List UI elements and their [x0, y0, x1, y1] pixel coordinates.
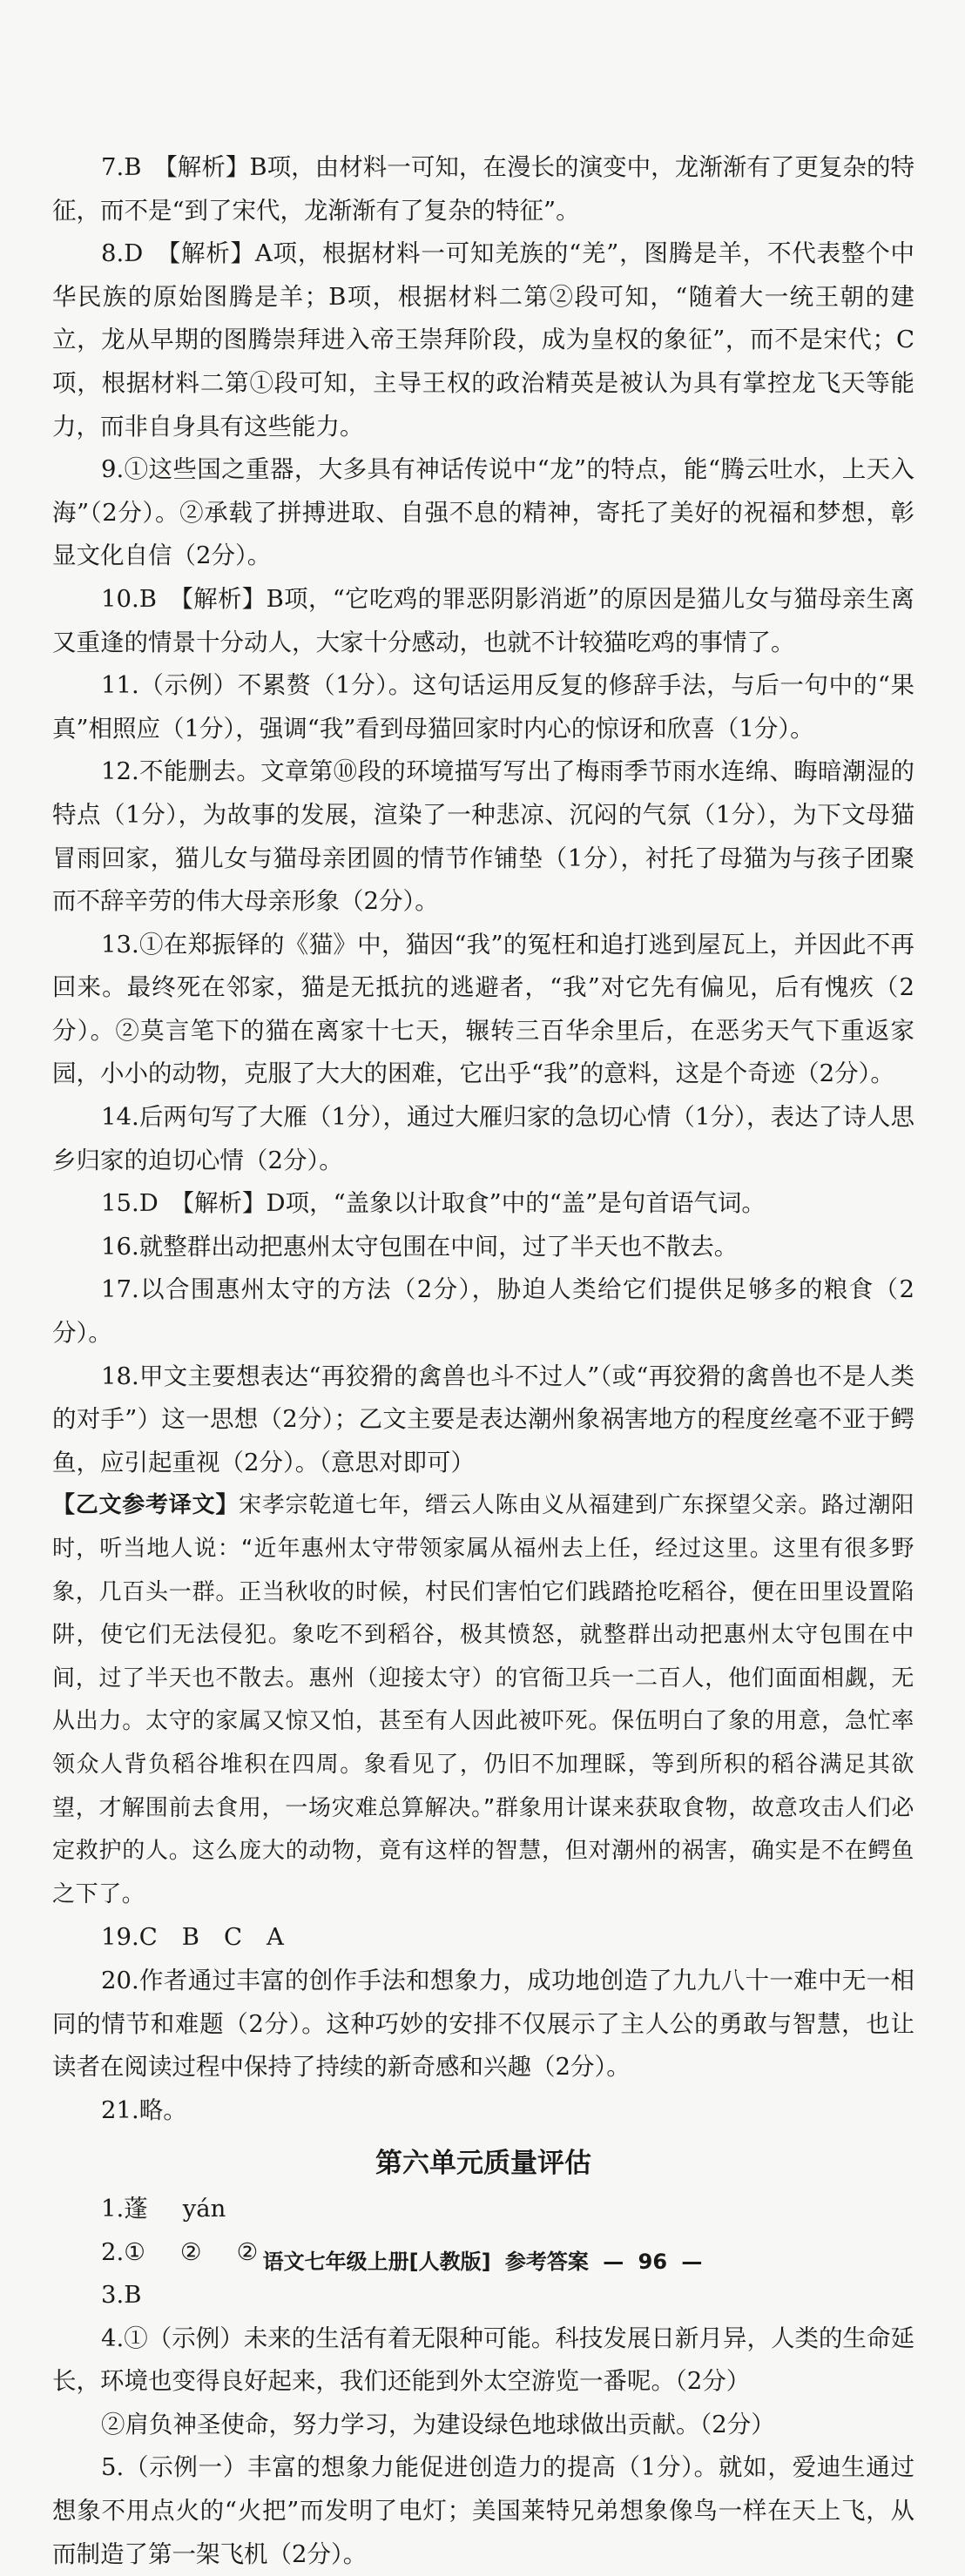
unit6-answer-1	[52, 2188, 914, 2231]
page-footer	[0, 2244, 965, 2275]
u6q2-number: 2.	[101, 2237, 125, 2266]
q19-option-1: C	[138, 1923, 158, 1952]
answer-7: 7.B 【解析】B项，由材料一可知，在漫长的演变中，龙渐渐有了更复杂的特征，而不是“到了宋代，龙渐渐有了复杂的特征”。	[52, 153, 914, 225]
answer-15: 15.D 【解析】D项，“盖象以计取食”中的“盖”是句首语气词。	[101, 1189, 766, 1218]
answer-content	[52, 146, 914, 2576]
footer-label: 参考答案	[504, 2250, 589, 2274]
u6q2-mark-2: ②	[179, 2237, 202, 2266]
u6q1-number: 1.	[101, 2194, 125, 2223]
q19-option-4: A	[267, 1923, 284, 1952]
q19-option-3: C	[224, 1923, 243, 1952]
answer-19	[52, 1916, 914, 1960]
answer-11: 11.（示例）不累赘（1分）。这句话运用反复的修辞手法，与后一句中的“果真”相照应（1分），强调“我”看到母猫回家时内心的惊讶和欣喜（1分）。	[52, 671, 914, 743]
section-title: 第六单元质量评估	[375, 2148, 591, 2180]
answer-12: 12.不能删去。文章第⑩段的环境描写写出了梅雨季节雨水连绵、晦暗潮湿的特点（1分），为故事的发展，渲染了一种悲凉、沉闷的气氛（1分），为下文母猫冒雨回家，猫儿女与猫母亲团圆的情节作铺垫（1分），衬托了母猫为与孩子团聚而不辞辛劳的伟大母亲形象（2分）。	[52, 757, 914, 916]
answer-8: 8.D 【解析】A项，根据材料一可知羌族的“羌”，图腾是羊，不代表整个中华民族的原始图腾是羊；B项，根据材料二第②段可知，“随着大一统王朝的建立，龙从早期的图腾崇拜进入帝王崇拜阶段，成为皇权的象征”，而不是宋代；C项，根据材料二第①段可知，主导王权的政治精英是被认为具有掌控龙飞天等能力，而非自身具有这些能力。	[52, 239, 914, 441]
answer-10: 10.B 【解析】B项，“它吃鸡的罪恶阴影消逝”的原因是猫儿女与猫母亲生离又重逢的情景十分动人，大家十分感动，也就不计较猫吃鸡的事情了。	[52, 584, 914, 656]
u6q2-mark-3: ②	[236, 2237, 259, 2266]
page-number: — 96 —	[603, 2250, 703, 2274]
unit6-answer-3: 3.B	[101, 2281, 142, 2310]
unit6-answer-5: 5.（示例一）丰富的想象力能促进创造力的提高（1分）。就如，爱迪生通过想象不用点火的“火把”而发明了电灯；美国莱特兄弟想象像鸟一样在天上飞，从而制造了第一架飞机（2分）。	[52, 2453, 914, 2568]
answer-17: 17.以合围惠州太守的方法（2分），胁迫人类给它们提供足够多的粮食（2分）。	[52, 1275, 914, 1348]
answer-14: 14.后两句写了大雁（1分），通过大雁归家的急切心情（1分），表达了诗人思乡归家的迫切心情（2分）。	[52, 1103, 914, 1174]
q19-number: 19.	[101, 1923, 139, 1952]
u6q1-char: 蓬	[124, 2194, 148, 2223]
unit6-answer-4b: ②肩负神圣使命，努力学习，为建设绿色地球做出贡献。（2分）	[101, 2410, 775, 2438]
u6q1-pinyin: yán	[182, 2194, 226, 2223]
answer-13: 13.①在郑振铎的《猫》中，猫因“我”的冤枉和追打逃到屋瓦上，并因此不再回来。最终死在邻家，猫是无抵抗的逃避者，“我”对它先有偏见，后有愧疚（2分）。②莫言笔下的猫在离家十七天，辗转三百华余里后，在恶劣天气下重返家园，小小的动物，克服了大大的困难，它出乎“我”的意料，这是个奇迹（2分）。	[52, 930, 914, 1088]
translation-text: 宋孝宗乾道七年，缙云人陈由义从福建到广东探望父亲。路过潮阳时，听当地人说：“近年惠州太守带领家属从福州去上任，经过这里。这里有很多野象，几百头一群。正当秋收的时候，村民们害怕它们践踏抢吃稻谷，便在田里设置陷阱，使它们无法侵犯。象吃不到稻谷，极其愤怒，就整群出动把惠州太守包围在中间，过了半天也不散去。惠州（迎接太守）的官衙卫兵一二百人，他们面面相觑，无从出力。太守的家属又惊又怕，甚至有人因此被吓死。保伍明白了象的用意，急忙率领众人背负稻谷堆积在四周。象看见了，仍旧不加理睬，等到所积的稻谷满足其欲望，才解围前去食用，一场灾难总算解决。”群象用计谋来获取食物，故意攻击人们必定救护的人。这么庞大的动物，竟有这样的智慧，但对潮州的祸害，确实是不在鳄鱼之下了。	[52, 1492, 914, 1907]
answer-20: 20.作者通过丰富的创作手法和想象力，成功地创造了九九八十一难中无一相同的情节和难题（2分）。这种巧妙的安排不仅展示了主人公的勇敢与智慧，也让读者在阅读过程中保持了持续的新奇感和兴趣（2分）。	[52, 1966, 914, 2082]
answer-21: 21.略。	[101, 2095, 187, 2124]
u6q2-mark-1: ①	[124, 2237, 145, 2266]
footer-subject: 语文七年级上册[人教版]	[262, 2250, 491, 2274]
answer-16: 16.就整群出动把惠州太守包围在中间，过了半天也不散去。	[101, 1232, 739, 1261]
translation-block	[52, 1484, 914, 1916]
answer-18: 18.甲文主要想表达“再狡猾的禽兽也斗不过人”（或“再狡猾的禽兽也不是人类的对手”）这一思想（2分）；乙文主要是表达潮州象祸害地方的程度丝毫不亚于鳄鱼，应引起重视（2分）。（意思对即可）	[52, 1362, 914, 1476]
answer-9: 9.①这些国之重器，大多具有神话传说中“龙”的特点，能“腾云吐水，上天入海”（2分）。②承载了拼搏进取、自强不息的精神，寄托了美好的祝福和梦想，彰显文化自信（2分）。	[52, 455, 914, 570]
translation-label: 【乙文参考译文】	[52, 1492, 240, 1519]
unit6-answer-4a: 4.①（示例）未来的生活有着无限种可能。科技发展日新月异，人类的生命延长，环境也变得良好起来，我们还能到外太空游览一番呢。（2分）	[52, 2324, 914, 2396]
q19-option-2: B	[181, 1923, 199, 1952]
